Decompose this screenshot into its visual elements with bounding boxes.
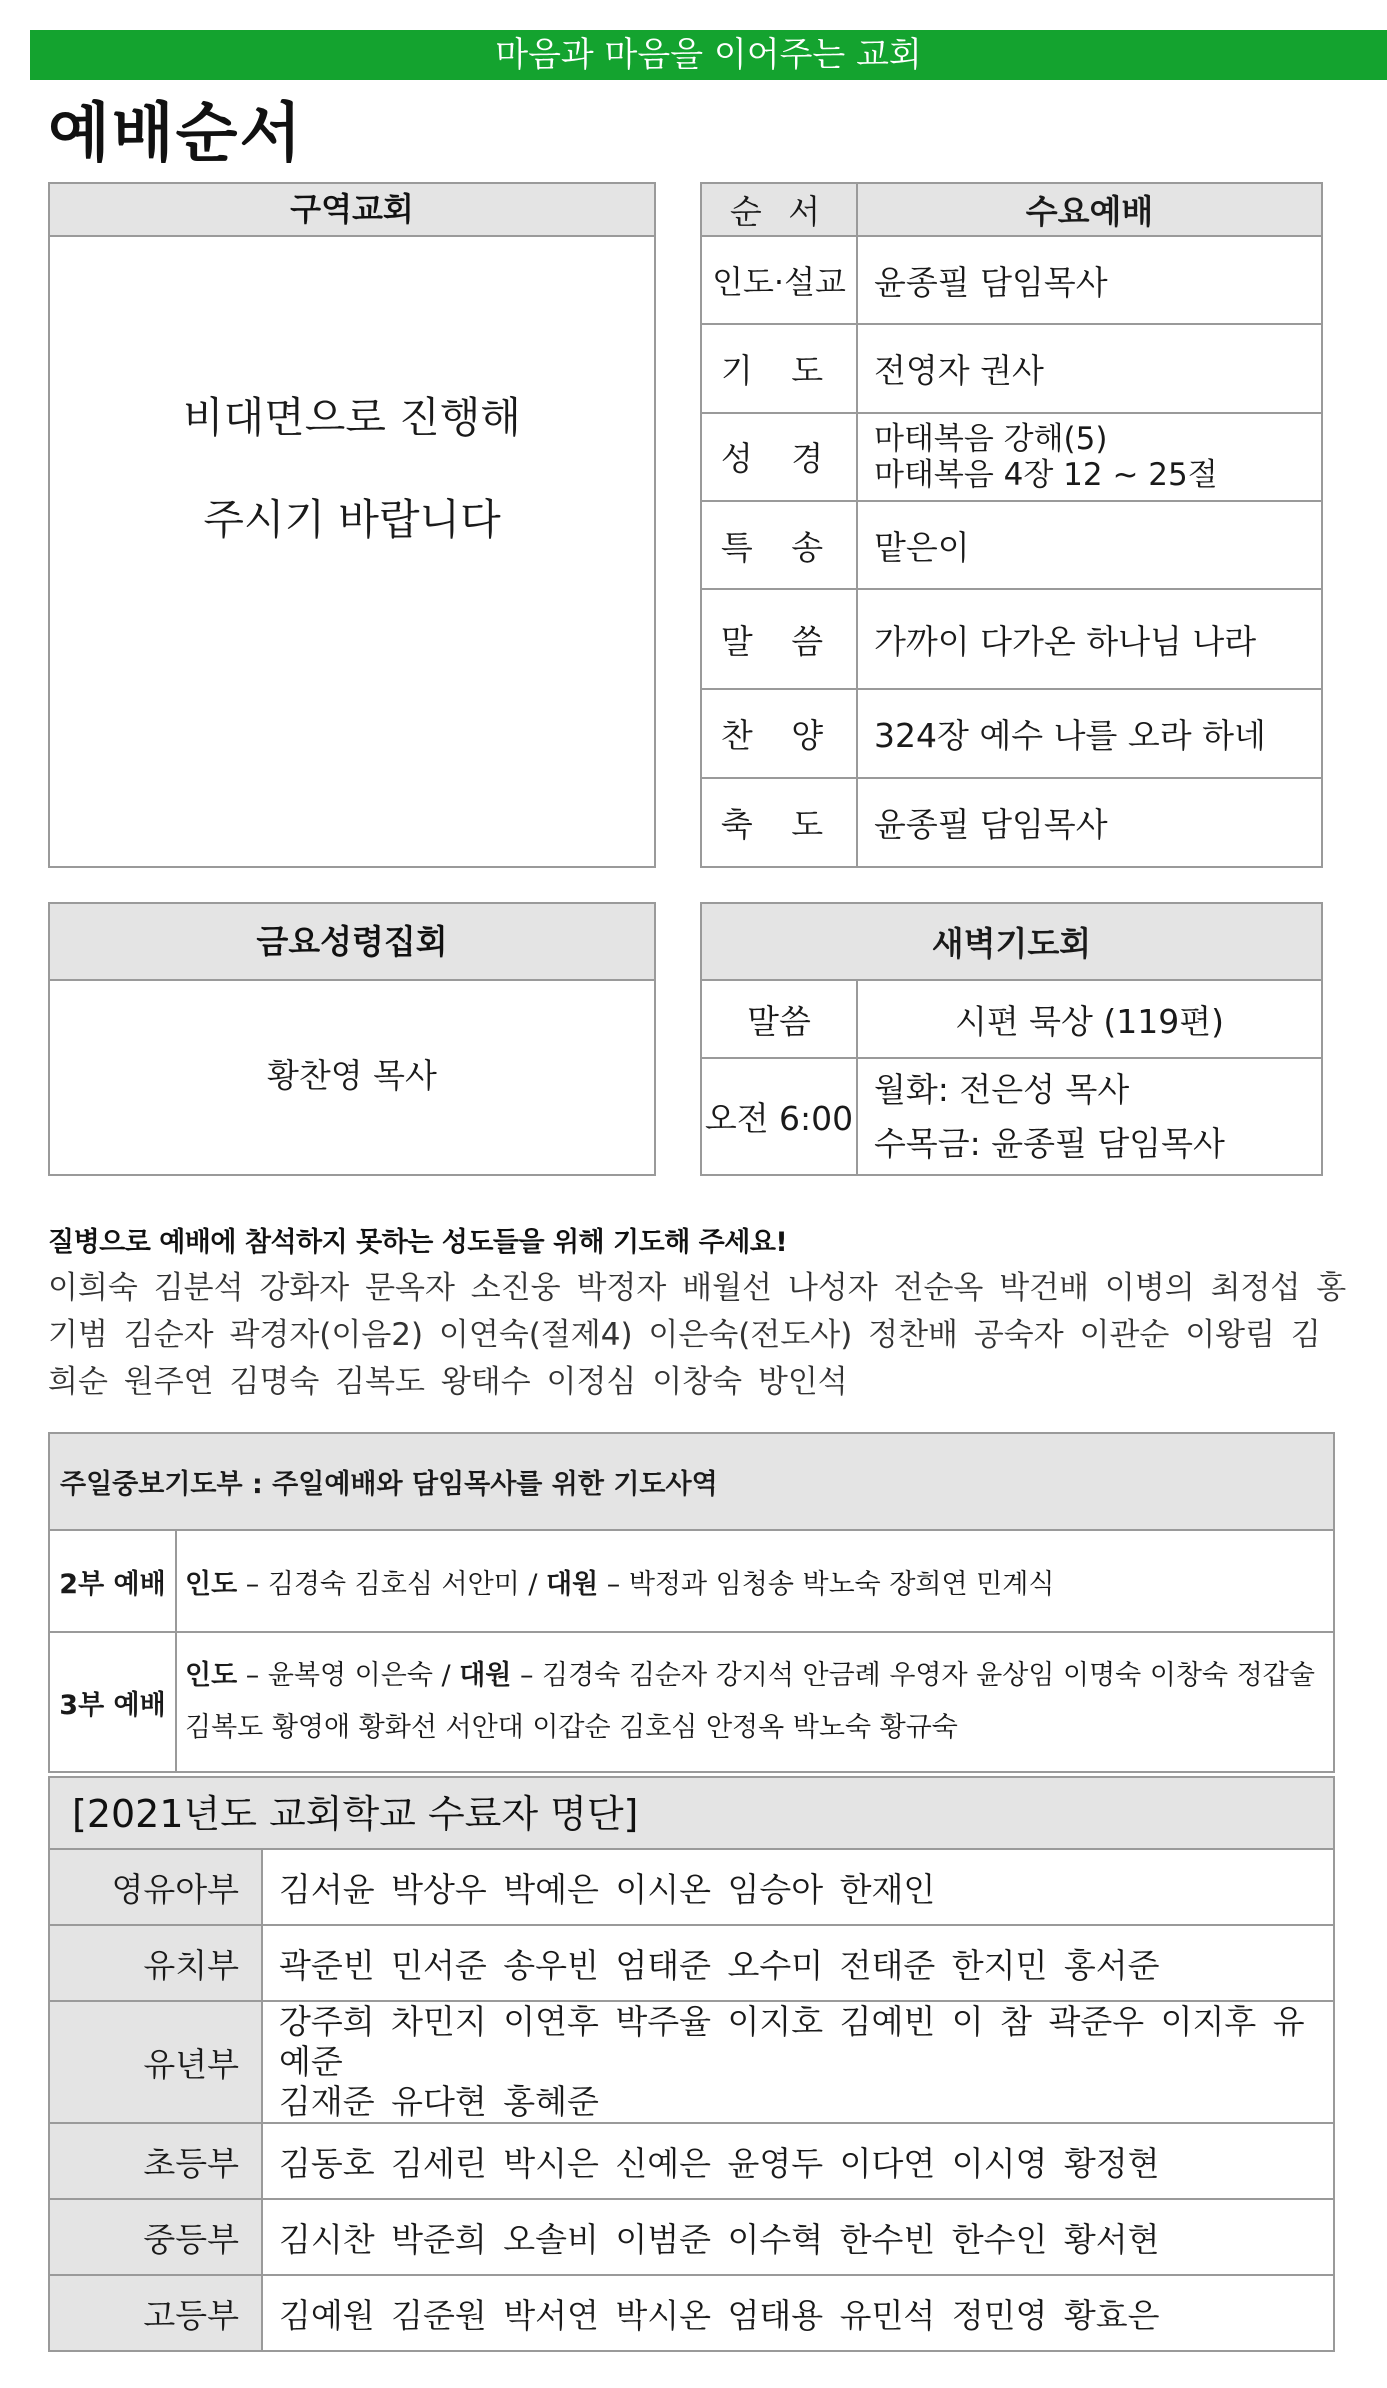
table-row [701,980,1322,1058]
table-row [49,1849,1334,1925]
dawn-header: 새벽기도회 [701,903,1322,980]
intercession-table [48,1432,1335,1773]
dept-label: 영유아부 [49,1849,262,1925]
dept-names-line1: 강주희 차민지 이연후 박주율 이지호 김예빈 이 참 곽준우 이지후 유예준 [279,2002,1305,2081]
graduates-table [48,1848,1335,2352]
service-order-header: 순 서 [701,183,857,236]
page-title: 예배순서 [48,97,304,171]
table-row [701,1058,1322,1175]
lead-names: – 김경숙 김호심 서안미 / [237,1568,547,1600]
table-row [49,2001,1334,2123]
service-order-table [700,182,1323,868]
member-label: 대원 [459,1660,512,1691]
lead-label: 인도 [185,1660,238,1691]
table-row [701,236,1322,324]
district-header: 구역교회 [50,184,654,237]
dawn-row-value: 시편 묵상 (119편) [857,980,1322,1058]
lead-names: – 윤복영 이은숙 / [237,1660,460,1691]
top-banner: 마음과 마음을 이어주는 교회 [30,30,1387,80]
friday-leader: 황찬영 목사 [267,1056,437,1095]
friday-header: 금요성령집회 [50,904,654,981]
service-part-label: 3부 예배 [49,1632,176,1772]
prayer-names: 이희숙 김분석 강화자 문옥자 소진웅 박정자 배월선 나성자 전순옥 박건배 이병의 최정섭 홍기범 김순자 곽경자(이음2) 이연숙(절제4) 이은숙(전도사) 정찬배 공숙자 이관순 이왕림 김희순 원주연 김명숙 김복도 왕태수 이정심 이창숙 방인석 [48,1270,1347,1400]
member-names: – 박정과 임청송 박노숙 장희연 민계식 [598,1568,1055,1600]
dawn-weekday-line1: 월화: 전은성 목사 [874,1069,1130,1109]
table-row [701,501,1322,589]
table-row [701,324,1322,412]
dawn-header-row [701,903,1322,980]
district-line1: 비대면으로 진행해 [183,393,521,442]
service-row-label: 기 도 [701,324,857,412]
friday-box [48,902,656,1176]
graduates-title: [2021년도 교회학교 수료자 명단] [48,1776,1335,1848]
service-row-value: 전영자 권사 [857,324,1322,412]
scripture-line1: 마태복음 강해(5) [874,420,1108,457]
table-row [49,1925,1334,2001]
intercession-line1 [185,1650,1333,1702]
dawn-row-label: 말씀 [701,980,857,1058]
service-row-label: 말 씀 [701,589,857,689]
table-row [49,1530,1334,1632]
intercession-header: 주일중보기도부 : 주일예배와 담임목사를 위한 기도사역 [49,1433,1334,1530]
service-row-value: 324장 예수 나를 오라 하네 [857,689,1322,777]
dept-names: 김예원 김준원 박서연 박시온 엄태용 유민석 정민영 황효은 [262,2275,1334,2351]
service-title-header: 수요예배 [857,183,1322,236]
intercession-line2: 김복도 황영애 황화선 서안대 이갑순 김호심 안정옥 박노숙 황규숙 [185,1712,958,1743]
dept-label: 고등부 [49,2275,262,2351]
prayer-request-title: 질병으로 예배에 참석하지 못하는 성도들을 위해 기도해 주세요! [48,1227,788,1258]
dept-names-line2: 김재준 유다현 홍혜준 [279,2082,599,2121]
service-row-label: 성 경 [701,413,857,501]
service-row-value: 윤종필 담임목사 [857,236,1322,324]
scripture-line2: 마태복음 4장 12 ~ 25절 [874,456,1218,493]
dept-label: 중등부 [49,2199,262,2275]
dept-names: 김시찬 박준희 오솔비 이범준 이수혁 한수빈 한수인 황서현 [262,2199,1334,2275]
dawn-prayer-table [700,902,1323,1176]
table-row [701,589,1322,689]
dawn-weekday-line2: 수목금: 윤종필 담임목사 [874,1123,1225,1163]
dept-names: 김동호 김세린 박시은 신예은 윤영두 이다연 이시영 황정현 [262,2123,1334,2199]
dawn-row-label: 오전 6:00 [701,1058,857,1175]
lead-label: 인도 [185,1568,238,1600]
district-message [50,237,654,571]
dept-names: 김서윤 박상우 박예은 이시온 임승아 한재인 [262,1849,1334,1925]
member-names: – 김경숙 김순자 강지석 안금례 우영자 윤상임 이명숙 이창숙 정갑술 [511,1660,1315,1691]
dept-names [262,2001,1334,2123]
member-label: 대원 [546,1568,599,1600]
table-row [701,778,1322,867]
service-row-label: 축 도 [701,778,857,867]
service-row-value: 윤종필 담임목사 [857,778,1322,867]
dawn-row-value [857,1058,1322,1175]
service-row-value [857,413,1322,501]
intercession-header-row [49,1433,1334,1530]
table-row [701,689,1322,777]
table-row [49,2123,1334,2199]
service-part-label: 2부 예배 [49,1530,176,1632]
dept-label: 유치부 [49,1925,262,2001]
dept-label: 유년부 [49,2001,262,2123]
district-box [48,182,656,868]
service-row-label: 특 송 [701,501,857,589]
service-row-label: 찬 양 [701,689,857,777]
service-row-value: 맡은이 [857,501,1322,589]
service-row-label: 인도·설교 [701,236,857,324]
service-row-value: 가까이 다가온 하나님 나라 [857,589,1322,689]
intercession-names [176,1530,1334,1632]
table-row [701,413,1322,501]
district-line2: 주시기 바랍니다 [203,495,501,544]
service-header-row [701,183,1322,236]
table-row [49,2275,1334,2351]
table-row [49,1632,1334,1772]
dept-label: 초등부 [49,2123,262,2199]
dept-names: 곽준빈 민서준 송우빈 엄태준 오수미 전태준 한지민 홍서준 [262,1925,1334,2001]
table-row [49,2199,1334,2275]
intercession-names [176,1632,1334,1772]
